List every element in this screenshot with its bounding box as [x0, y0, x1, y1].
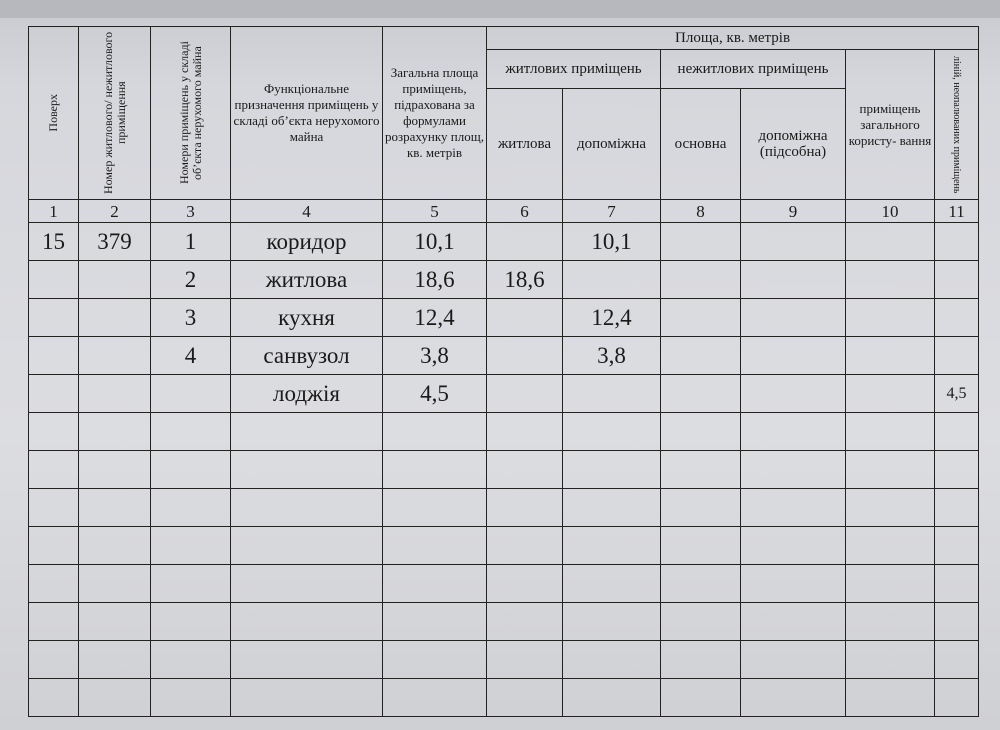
column-number: 8 [661, 200, 741, 223]
empty-cell [487, 451, 563, 489]
header-main: основна [661, 89, 741, 200]
cell-apt [79, 337, 151, 375]
column-number: 4 [231, 200, 383, 223]
cell-living [487, 299, 563, 337]
empty-cell [383, 603, 487, 641]
cell-total: 10,1 [383, 223, 487, 261]
cell-main [661, 261, 741, 299]
empty-table-row [29, 451, 979, 489]
cell-living [487, 223, 563, 261]
empty-cell [563, 489, 661, 527]
empty-cell [741, 679, 846, 717]
header-total-area: Загальна площа приміщень, підрахована за формулами розрахунку площ, кв. метрів [383, 27, 487, 200]
cell-common [846, 299, 935, 337]
cell-util [741, 261, 846, 299]
cell-aux: 3,8 [563, 337, 661, 375]
header-auxiliary: допоміжна [563, 89, 661, 200]
cell-name: санвузол [231, 337, 383, 375]
empty-cell [487, 413, 563, 451]
empty-cell [741, 527, 846, 565]
empty-table-row [29, 565, 979, 603]
cell-total: 18,6 [383, 261, 487, 299]
cell-unheated [935, 299, 979, 337]
empty-cell [79, 489, 151, 527]
empty-cell [29, 641, 79, 679]
header-apartment-number: Номер житлового/ нежитлового приміщення [79, 27, 151, 200]
empty-cell [79, 413, 151, 451]
empty-cell [741, 413, 846, 451]
empty-cell [935, 413, 979, 451]
empty-cell [487, 565, 563, 603]
empty-cell [231, 679, 383, 717]
cell-name: лоджія [231, 375, 383, 413]
cell-util [741, 337, 846, 375]
empty-cell [741, 565, 846, 603]
cell-main [661, 223, 741, 261]
table-row [29, 299, 979, 337]
empty-cell [79, 451, 151, 489]
empty-cell [935, 641, 979, 679]
empty-cell [846, 641, 935, 679]
cell-living: 18,6 [487, 261, 563, 299]
empty-cell [29, 527, 79, 565]
cell-unheated: 4,5 [935, 375, 979, 413]
cell-unheated [935, 261, 979, 299]
empty-cell [563, 641, 661, 679]
header-nonresidential-group: нежитлових приміщень [661, 50, 846, 89]
cell-aux: 12,4 [563, 299, 661, 337]
table-row [29, 337, 979, 375]
empty-cell [741, 603, 846, 641]
header-residential-group: житлових приміщень [487, 50, 661, 89]
cell-num: 3 [151, 299, 231, 337]
empty-cell [151, 641, 231, 679]
empty-cell [487, 641, 563, 679]
empty-cell [151, 679, 231, 717]
cell-floor [29, 375, 79, 413]
empty-cell [846, 451, 935, 489]
column-number: 9 [741, 200, 846, 223]
cell-util [741, 223, 846, 261]
cell-floor [29, 261, 79, 299]
cell-living [487, 337, 563, 375]
empty-cell [661, 641, 741, 679]
empty-cell [151, 565, 231, 603]
empty-cell [661, 451, 741, 489]
empty-cell [661, 527, 741, 565]
room-area-table [28, 26, 979, 717]
empty-cell [383, 527, 487, 565]
empty-cell [231, 413, 383, 451]
empty-cell [563, 413, 661, 451]
header-area-group: Площа, кв. метрів [487, 27, 979, 50]
empty-cell [846, 413, 935, 451]
empty-cell [29, 565, 79, 603]
cell-living [487, 375, 563, 413]
cell-num: 4 [151, 337, 231, 375]
empty-cell [935, 679, 979, 717]
column-number-row [29, 200, 979, 223]
empty-cell [79, 641, 151, 679]
empty-cell [151, 413, 231, 451]
empty-cell [231, 603, 383, 641]
empty-cell [383, 641, 487, 679]
empty-cell [661, 565, 741, 603]
empty-table-row [29, 641, 979, 679]
empty-cell [383, 565, 487, 603]
empty-cell [661, 603, 741, 641]
empty-cell [231, 641, 383, 679]
empty-cell [29, 413, 79, 451]
empty-cell [935, 489, 979, 527]
empty-table-row [29, 679, 979, 717]
cell-main [661, 375, 741, 413]
column-number: 6 [487, 200, 563, 223]
table-row [29, 375, 979, 413]
empty-cell [29, 603, 79, 641]
cell-aux: 10,1 [563, 223, 661, 261]
empty-cell [487, 679, 563, 717]
empty-cell [846, 679, 935, 717]
cell-aux [563, 261, 661, 299]
header-room-numbers: Номери приміщень у складі об’єкта нерухомого майна [151, 27, 231, 200]
empty-cell [29, 489, 79, 527]
empty-cell [563, 565, 661, 603]
header-function: Функціональне призначення приміщень у складі об’єкта нерухомого майна [231, 27, 383, 200]
cell-floor: 15 [29, 223, 79, 261]
empty-cell [846, 527, 935, 565]
empty-cell [661, 489, 741, 527]
empty-cell [661, 413, 741, 451]
empty-cell [846, 489, 935, 527]
cell-num: 1 [151, 223, 231, 261]
cell-apt [79, 375, 151, 413]
empty-cell [563, 451, 661, 489]
cell-unheated [935, 337, 979, 375]
empty-cell [935, 451, 979, 489]
empty-cell [151, 489, 231, 527]
cell-aux [563, 375, 661, 413]
empty-table-row [29, 603, 979, 641]
empty-cell [79, 565, 151, 603]
cell-total: 4,5 [383, 375, 487, 413]
empty-cell [563, 603, 661, 641]
cell-common [846, 223, 935, 261]
empty-cell [383, 679, 487, 717]
page-top-edge [0, 0, 1000, 18]
cell-common [846, 337, 935, 375]
empty-cell [563, 679, 661, 717]
column-number: 3 [151, 200, 231, 223]
empty-cell [487, 527, 563, 565]
empty-cell [741, 641, 846, 679]
cell-apt [79, 261, 151, 299]
cell-main [661, 337, 741, 375]
empty-cell [741, 451, 846, 489]
empty-table-row [29, 413, 979, 451]
cell-total: 3,8 [383, 337, 487, 375]
column-number: 10 [846, 200, 935, 223]
empty-cell [487, 489, 563, 527]
empty-cell [741, 489, 846, 527]
header-unheated: ліній, неопалюваних приміщень [935, 50, 979, 200]
empty-table-row [29, 527, 979, 565]
column-number: 2 [79, 200, 151, 223]
cell-apt [79, 299, 151, 337]
cell-floor [29, 337, 79, 375]
empty-cell [79, 603, 151, 641]
empty-cell [29, 679, 79, 717]
cell-apt: 379 [79, 223, 151, 261]
empty-cell [563, 527, 661, 565]
cell-util [741, 375, 846, 413]
cell-common [846, 261, 935, 299]
cell-floor [29, 299, 79, 337]
cell-unheated [935, 223, 979, 261]
header-floor: Поверх [29, 27, 79, 200]
empty-cell [383, 451, 487, 489]
empty-cell [383, 413, 487, 451]
empty-cell [383, 489, 487, 527]
cell-num: 2 [151, 261, 231, 299]
cell-main [661, 299, 741, 337]
empty-cell [79, 679, 151, 717]
empty-cell [231, 451, 383, 489]
cell-util [741, 299, 846, 337]
empty-cell [29, 451, 79, 489]
cell-name: кухня [231, 299, 383, 337]
cell-common [846, 375, 935, 413]
empty-cell [487, 603, 563, 641]
empty-cell [151, 603, 231, 641]
empty-cell [661, 679, 741, 717]
cell-num [151, 375, 231, 413]
empty-cell [151, 451, 231, 489]
empty-cell [846, 603, 935, 641]
empty-cell [231, 527, 383, 565]
header-common-use: приміщень загального користу- вання [846, 50, 935, 200]
column-number: 7 [563, 200, 661, 223]
header-living: житлова [487, 89, 563, 200]
cell-total: 12,4 [383, 299, 487, 337]
empty-cell [231, 565, 383, 603]
column-number: 1 [29, 200, 79, 223]
table-row [29, 261, 979, 299]
cell-name: житлова [231, 261, 383, 299]
table-row [29, 223, 979, 261]
cell-name: коридор [231, 223, 383, 261]
empty-cell [935, 527, 979, 565]
column-number: 11 [935, 200, 979, 223]
empty-table-row [29, 489, 979, 527]
header-auxiliary-utility: допоміжна (підсобна) [741, 89, 846, 200]
empty-cell [846, 565, 935, 603]
column-number: 5 [383, 200, 487, 223]
empty-cell [151, 527, 231, 565]
empty-cell [231, 489, 383, 527]
empty-cell [935, 565, 979, 603]
empty-cell [935, 603, 979, 641]
empty-cell [79, 527, 151, 565]
